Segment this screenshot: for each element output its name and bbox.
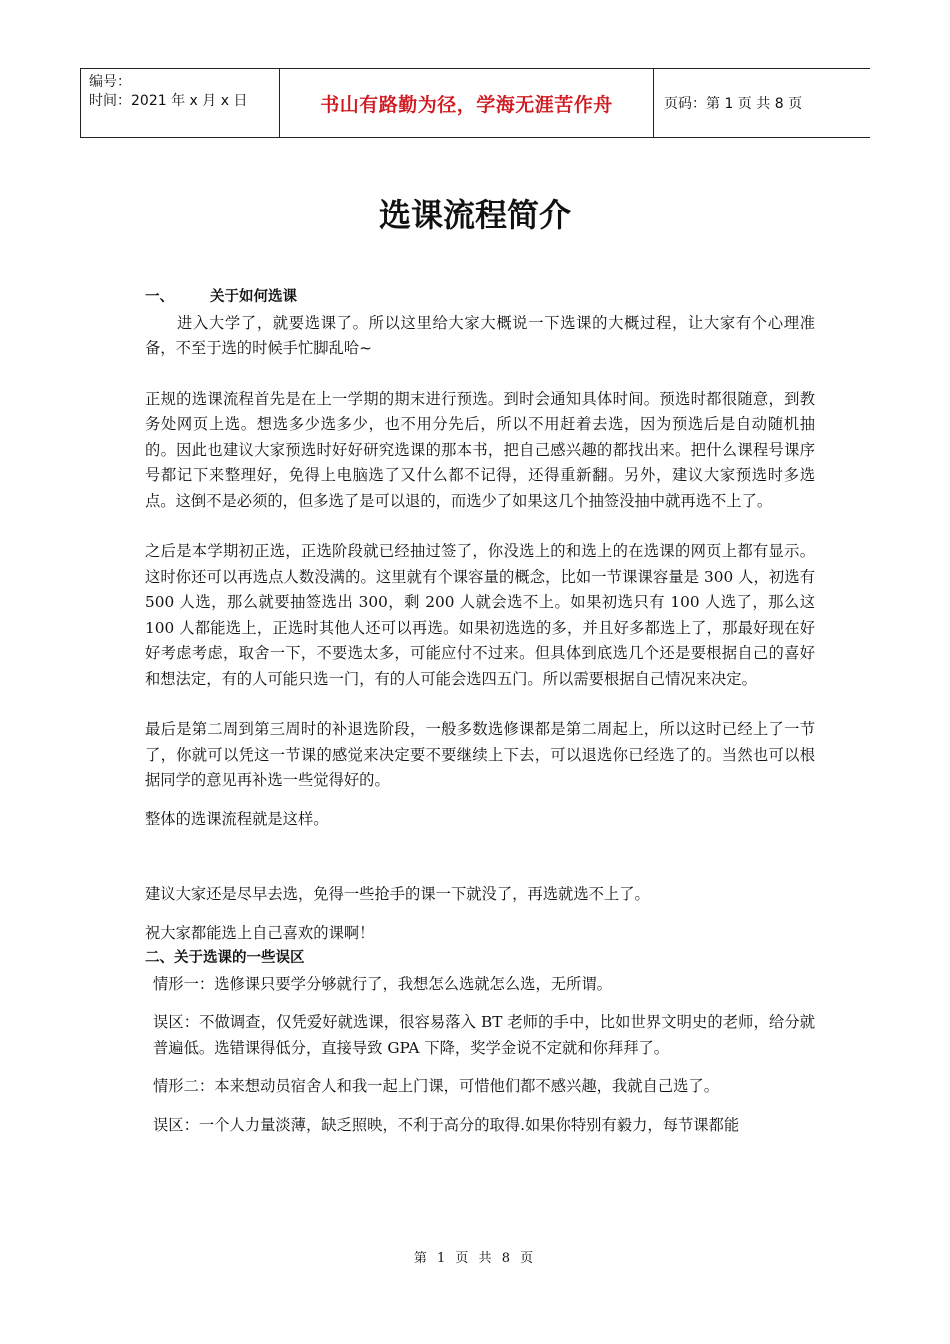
- time-label: 时间：2021 年 x 月 x 日: [89, 93, 248, 109]
- paragraph: 进入大学了，就要选课了。所以这里给大家大概说一下选课的大概过程，让大家有个心理准备，不至于选的时候手忙脚乱哈~: [145, 313, 815, 357]
- paragraph: 建议大家还是尽早去选，免得一些抢手的课一下就没了，再选就选不上了。: [145, 885, 650, 903]
- paragraph: 之后是本学期初正选，正选阶段就已经抽过签了，你没选上的和选上的在选课的网页上都有显示。这时你还可以再选点人数没满的。这里就有个课容量的概念，比如一节课课容量是 300 人，初选有 500 人选，那么就要抽签选出 300，剩 200 人就会选不上。如果初选只有 100 人选了，那么这 100 人都能选上，正选时其他人还可以再选。如果初选选的多，并且好多都选上了，那最好现在好好考虑考虑，取舍一下，不要选太多，可能应付不过来。但具体到底选几个还是要根据自己的喜好和想法定，有的人可能只选一门，有的人可能会选四五门。所以需要根据自己情况来决定。: [145, 542, 815, 688]
- section-heading-2: 二、关于选课的一些误区: [145, 950, 305, 966]
- motto-text: 书山有路勤为径，学海无涯苦作舟: [320, 93, 613, 116]
- header-meta-cell: [80, 69, 280, 137]
- case-statement: 情形一：选修课只要学分够就行了，我想怎么选就怎么选，无所谓。: [153, 974, 612, 993]
- number-label: 编号：: [89, 74, 131, 90]
- case-statement: 情形二：本来想动员宿舍人和我一起上门课，可惜他们都不感兴趣，我就自己选了。: [153, 1077, 719, 1095]
- section-number: 一、: [145, 289, 174, 305]
- section-title: 关于如何选课: [210, 289, 297, 305]
- document-header: [80, 68, 870, 138]
- page-footer: 第 1 页 共 8 页: [413, 1251, 537, 1266]
- paragraph: 整体的选课流程就是这样。: [145, 809, 329, 828]
- case-misconception: 误区：一个人力量淡薄，缺乏照映，不利于高分的取得.如果你特别有毅力，每节课都能: [153, 1115, 740, 1134]
- document-title: 选课流程简介: [378, 196, 571, 234]
- page-info: 页码：第 1 页 共 8 页: [664, 96, 803, 112]
- paragraph: 最后是第二周到第三周时的补退选阶段，一般多数选修课都是第二周起上，所以这时已经上了一节了，你就可以凭这一节课的感觉来决定要不要继续上下去，可以退选你已经选了的。当然也可以根据同学的意见再补选一些觉得好的。: [145, 720, 815, 789]
- paragraph: 祝大家都能选上自己喜欢的课啊！: [145, 923, 375, 942]
- document-body: [145, 285, 815, 1138]
- paragraph: 正规的选课流程首先是在上一学期的期末进行预选。到时会通知具体时间。预选时都很随意，到教务处网页上选。想选多少选多少，也不用分先后，所以不用赶着去选，因为预选后是自动随机抽的。因此也建议大家预选时好好研究选课的那本书，把自己感兴趣的都找出来。把什么课程号课序号都记下来整理好，免得上电脑选了又什么都不记得，还得重新翻。另外，建议大家预选时多选点。这倒不是必须的，但多选了是可以退的，而选少了如果这几个抽签没抽中就再选不上了。: [145, 389, 815, 510]
- section-heading-1: [145, 285, 815, 311]
- header-page-cell: [654, 69, 870, 137]
- header-motto-cell: [280, 69, 654, 137]
- case-misconception: 误区：不做调查，仅凭爱好就选课，很容易落入 BT 老师的手中，比如世界文明史的老师，给分就普遍低。选错课得低分，直接导致 GPA 下降，奖学金说不定就和你拜拜了。: [153, 1013, 815, 1057]
